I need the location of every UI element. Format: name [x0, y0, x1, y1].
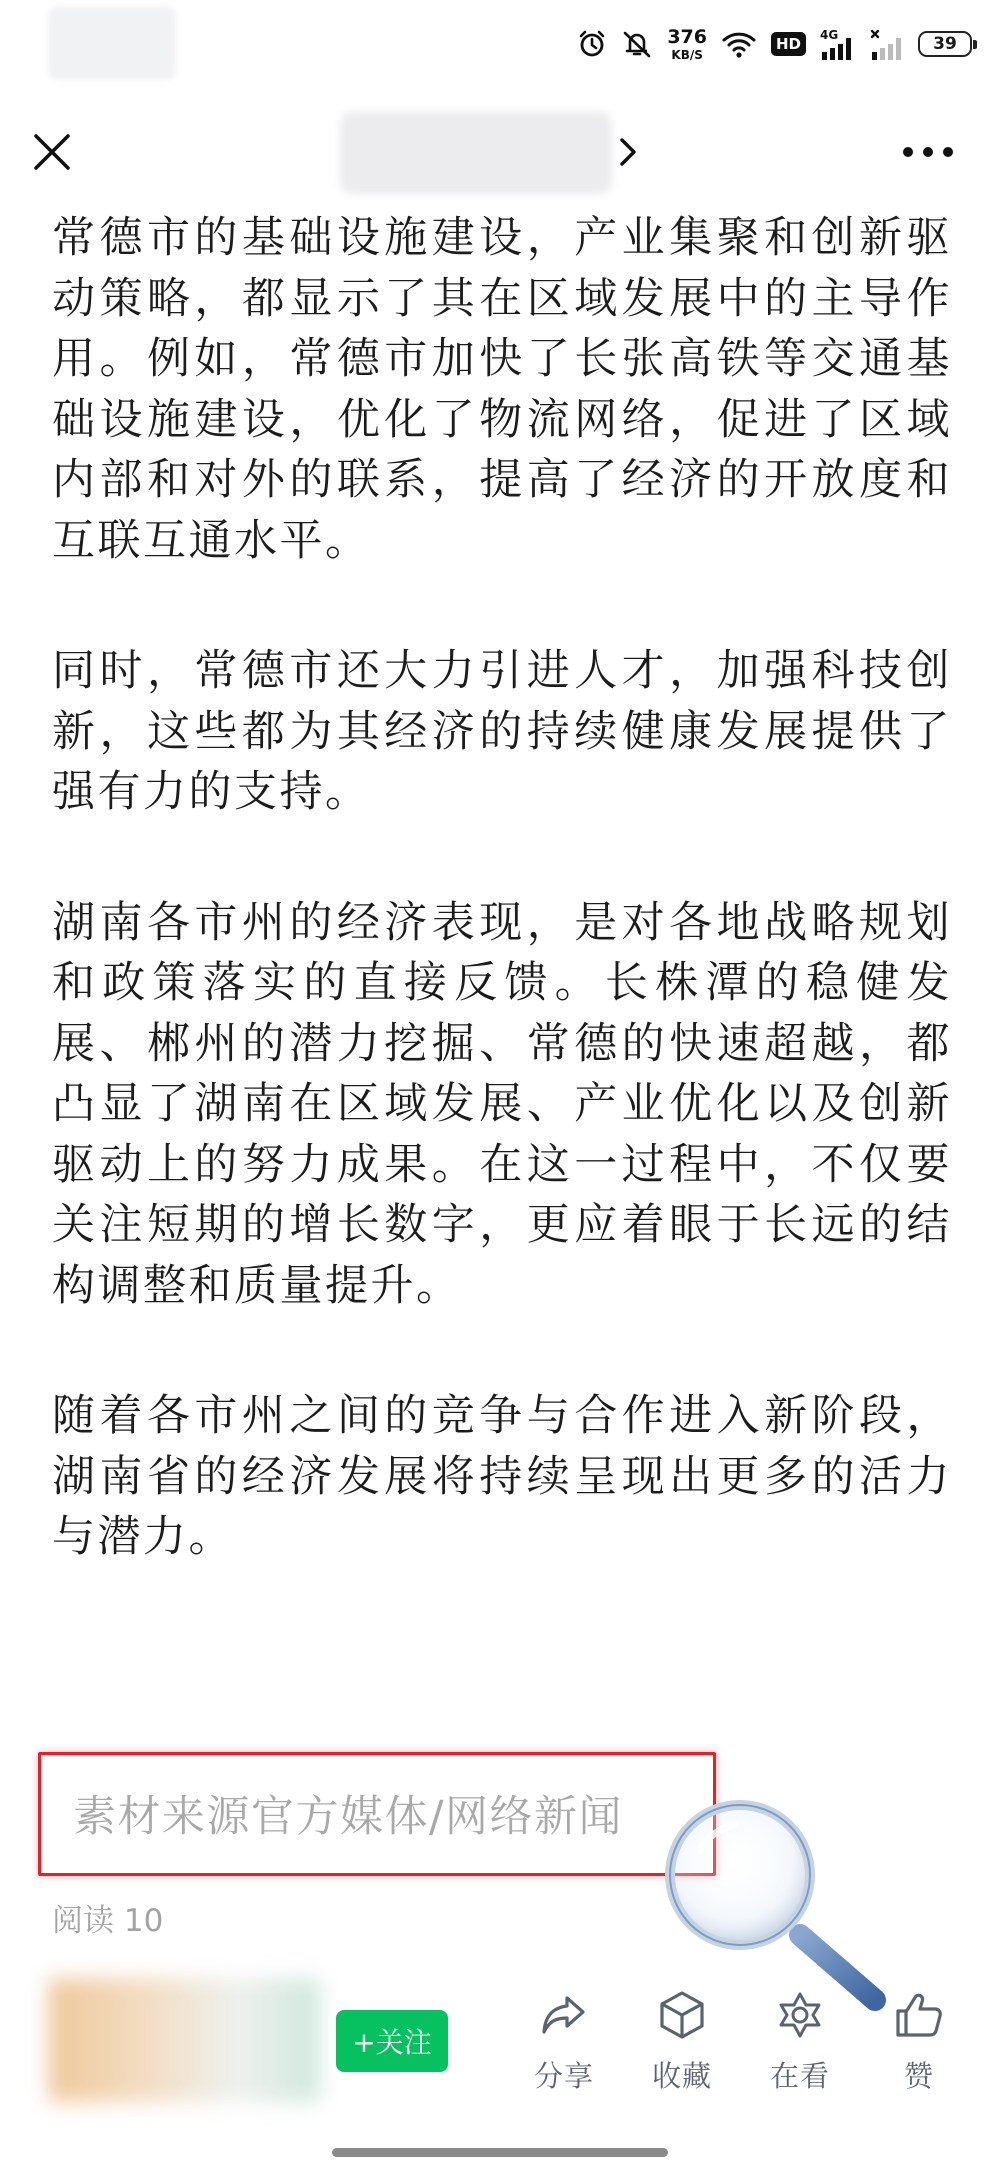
like-label: 赞 — [903, 2059, 934, 2093]
battery-indicator — [918, 31, 972, 57]
more-icon[interactable] — [900, 140, 956, 164]
hd-badge: HD — [771, 32, 806, 56]
watching-button[interactable] — [755, 1988, 845, 2095]
article-body — [52, 208, 952, 1638]
chevron-right-icon[interactable] — [614, 132, 642, 172]
article-paragraph-1: 常德市的基础设施建设，产业集聚和创新驱动策略，都显示了其在区域发展中的主导作用。例如，常德市加快了长张高铁等交通基础设施建设，优化了物流网络，促进了区域内部和对外的联系，提高了经济的开放度和互联互通水平。 — [52, 213, 952, 566]
star-icon — [773, 1988, 827, 2042]
alarm-icon — [577, 29, 607, 59]
status-icons — [577, 22, 972, 66]
battery-level: 39 — [933, 34, 957, 54]
source-note-box — [38, 1752, 716, 1876]
article-paragraph-3: 湖南各市州的经济表现，是对各地战略规划和政策落实的直接反馈。长株潭的稳健发展、郴州的潜力挖掘、常德的快速超越，都凸显了湖南在区域发展、产业优化以及创新驱动上的努力成果。在这一过程中，不仅要关注短期的增长数字，更应着眼于长远的结构调整和质量提升。 — [52, 897, 952, 1311]
article-paragraph-4: 随着各市州之间的竞争与合作进入新阶段，湖南省的经济发展将持续呈现出更多的活力与潜力。 — [52, 1391, 952, 1562]
status-bar — [0, 0, 1000, 90]
close-icon[interactable] — [30, 130, 74, 174]
mute-icon — [621, 29, 653, 59]
share-button[interactable] — [519, 1988, 609, 2095]
home-indicator[interactable] — [332, 2148, 668, 2157]
like-button[interactable] — [874, 1988, 964, 2095]
blurred-author-avatar[interactable] — [48, 1978, 320, 2102]
article-paragraph-2: 同时，常德市还大力引进人才，加强科技创新，这些都为其经济的持续健康发展提供了强有力的支持。 — [52, 646, 952, 817]
read-count: 阅读 10 — [52, 1903, 164, 1939]
favorite-label: 收藏 — [651, 2059, 712, 2093]
follow-button[interactable]: +关注 — [336, 2010, 448, 2072]
blurred-account-title[interactable] — [340, 112, 612, 194]
network-speed-unit: KB/S — [671, 47, 703, 62]
blurred-status-area — [48, 6, 176, 80]
signal-4g-icon — [820, 28, 856, 60]
network-speed-value: 376 — [667, 25, 707, 48]
watching-label: 在看 — [769, 2059, 830, 2093]
svg-text:4G: 4G — [820, 28, 839, 42]
network-speed — [667, 25, 707, 62]
signal-empty-icon — [870, 28, 904, 60]
bottom-bar — [0, 1960, 1000, 2164]
wifi-icon — [721, 29, 757, 59]
favorite-button[interactable] — [637, 1988, 727, 2095]
nav-bar — [0, 90, 1000, 210]
share-icon — [537, 1988, 591, 2042]
thumbs-up-icon — [892, 1988, 946, 2042]
cube-icon — [655, 1988, 709, 2042]
share-label: 分享 — [533, 2059, 594, 2093]
source-note: 素材来源官方媒体/网络新闻 — [73, 1792, 623, 1842]
